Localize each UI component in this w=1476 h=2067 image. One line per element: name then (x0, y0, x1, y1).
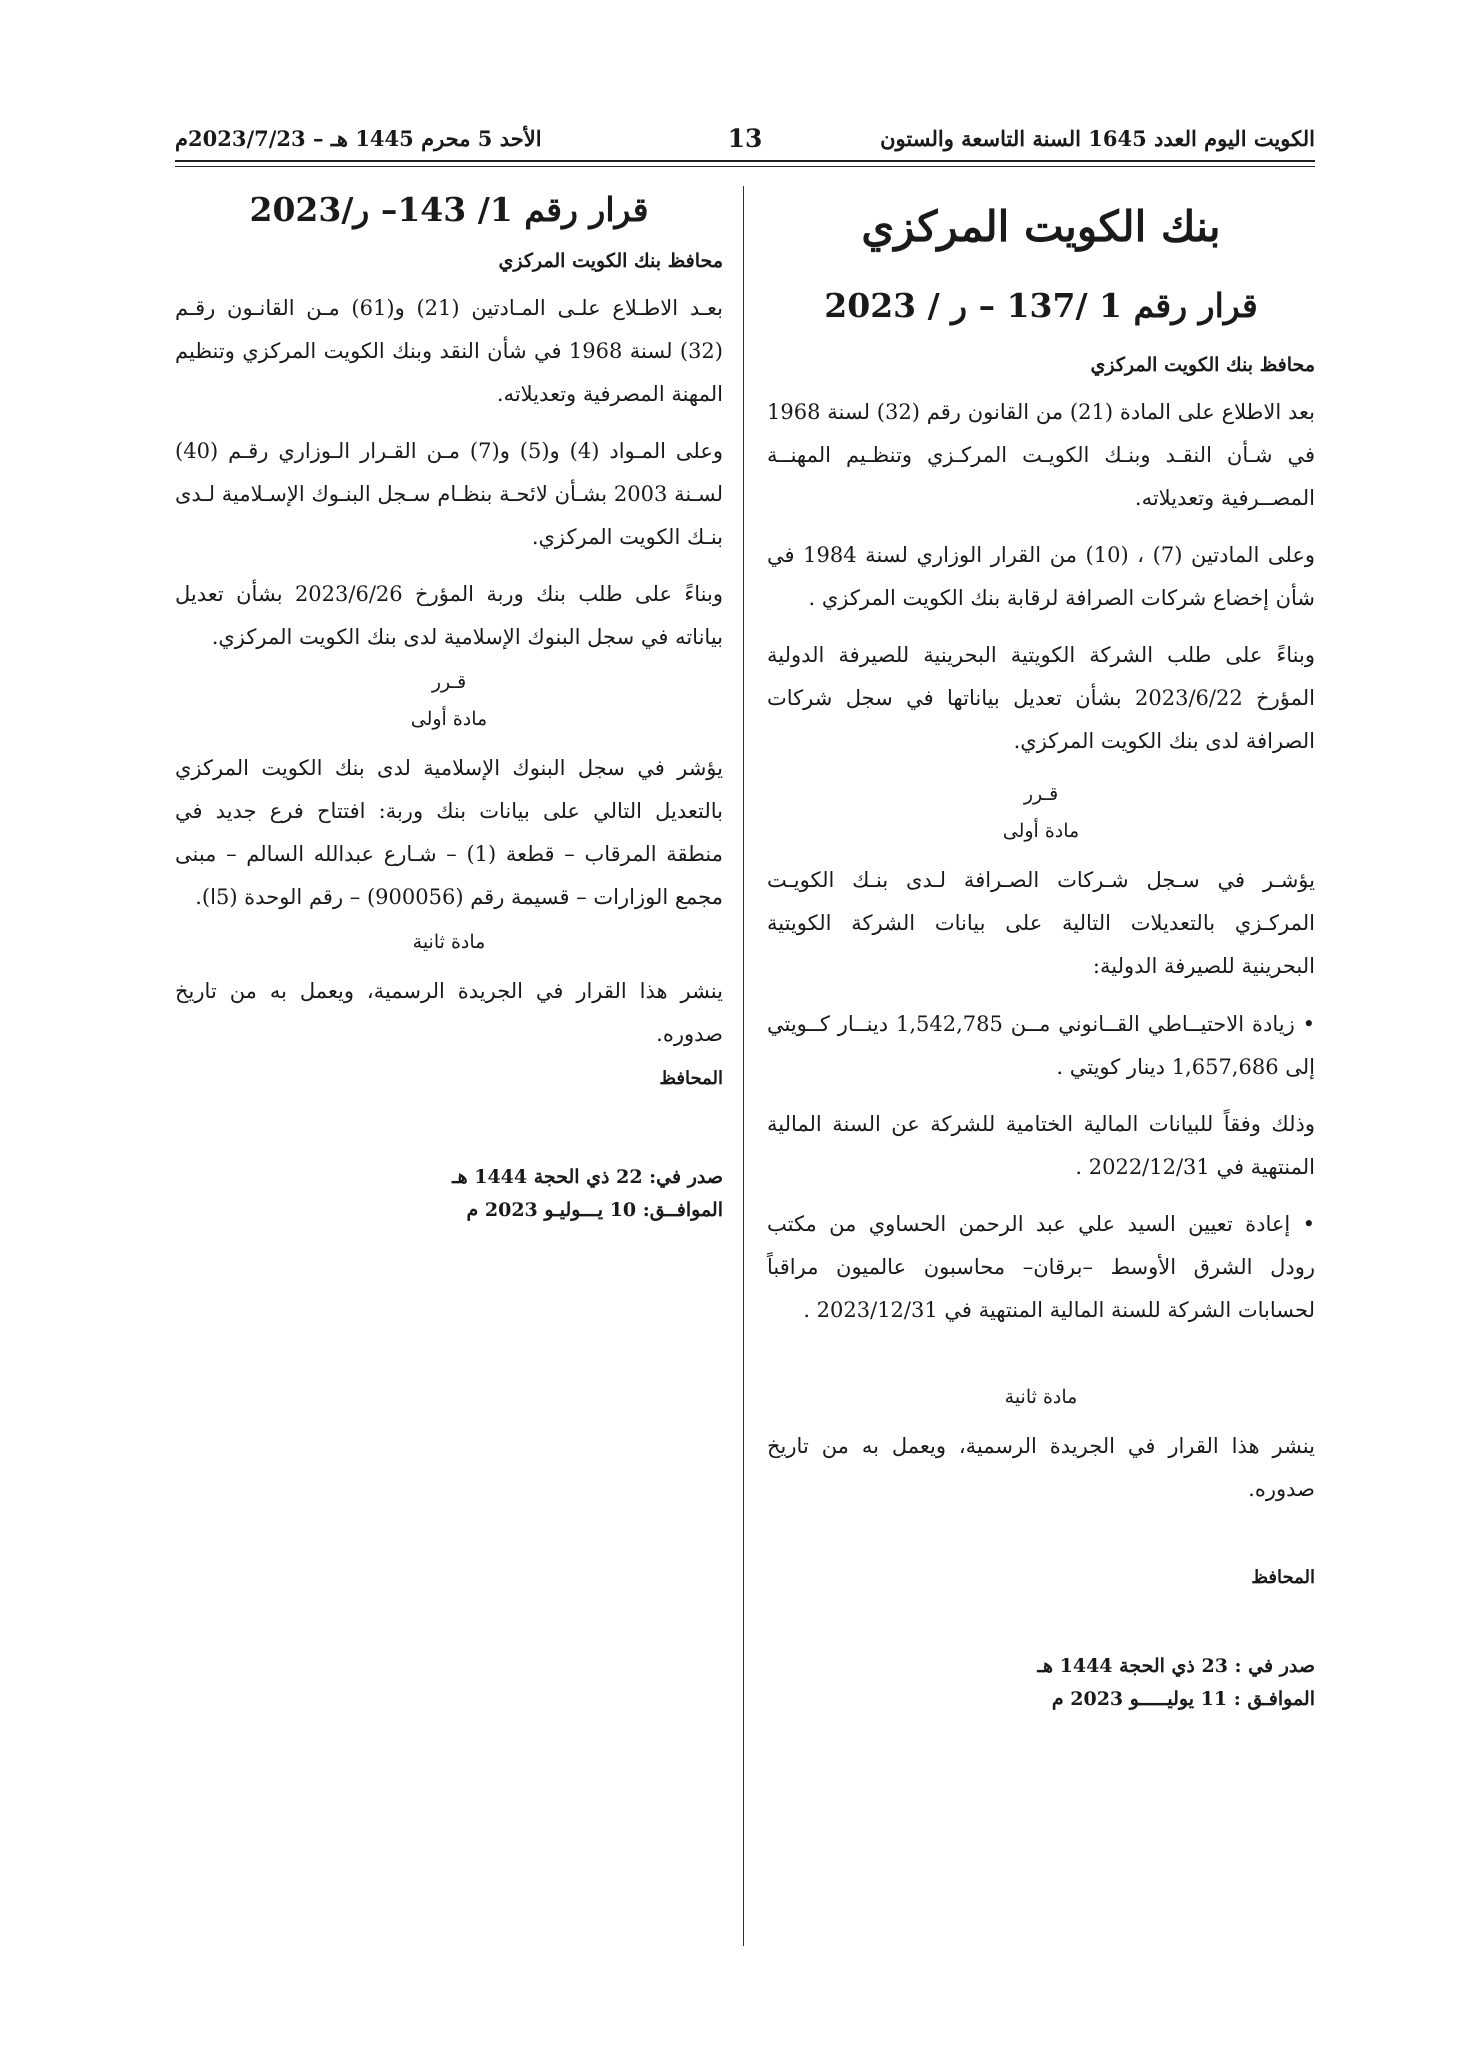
decision-137-bullet-1: • زيادة الاحتيــاطي القــانوني مــن 1,542,785 دينــار كــويتي إلى 1,657,686 دينار كويتي . (767, 1011, 1315, 1079)
decision-143-preamble-2: وعلى المـواد (4) و(5) و(7) مـن القـرار الـوزاري رقـم (40) لسـنة 2003 بشـأن لائحـة بنظـام سـجل البنـوك الإسـلامية لـدى بنـك الكويت المركزي. (175, 438, 723, 549)
decision-137-preamble-1: بعد الاطلاع على المادة (21) من القانون رقم (32) لسنة 1968 في شـأن النقـد وبنـك الكويـت المركـزي وتنظـيم المهنــة المصــرفية وتعديلاته. (767, 399, 1315, 511)
decision-137-issued-on: صدر في : 23 ذي الحجة 1444 هـ (1037, 1654, 1315, 1677)
decision-143-preamble-1: بعـد الاطـلاع علـى المـادتين (21) و(61) مـن القانـون رقـم (32) لسنة 1968 في شأن النقد وبنك الكويت المركزي وتنظيم المهنة المصرفية وتعديلاته. (175, 295, 724, 406)
decision-143-signer: المحافظ (659, 1068, 723, 1090)
decision-143-dates (175, 1168, 723, 1220)
decision-143-article-one-heading: مادة أولى (410, 707, 488, 730)
decision-143-decided: قـرر (431, 670, 467, 693)
decision-143-issuer: محافظ بنك الكويت المركزي (498, 249, 723, 272)
page-header (175, 118, 1315, 158)
decision-137-preamble-2: وعلى المادتين (7) ، (10) من القرار الوزاري لسنة 1984 في شأن إخضاع شركات الصرافة لرقابة بنك الكويت المركزي . (767, 543, 1315, 611)
decision-137-decided: قـرر (1023, 783, 1059, 806)
decision-137-bullet-2: • إعادة تعيين السيد علي عبد الرحمن الحساوي من مكتب رودل الشرق الأوسط –برقان– محاسبون عالميون مراقباً لحسابات الشركة للسنة المالية المنتهية في 2023/12/31 . (767, 1211, 1315, 1322)
decision-137-title: قرار رقم 1 /137 – ر / 2023 (824, 286, 1258, 326)
decision-137-bullet-basis: وذلك وفقاً للبيانات المالية الختامية للشركة عن السنة المالية المنتهية في 2022/12/31 . (767, 1111, 1315, 1179)
decision-137-issuer: محافظ بنك الكويت المركزي (1090, 353, 1315, 376)
decision-143-preamble-3: وبناءً على طلب بنك وربة المؤرخ 2023/6/26 بشأن تعديل بياناته في سجل البنوك الإسلامية لدى بنك الكويت المركزي. (175, 581, 724, 649)
decision-143-title: قرار رقم 1/ 143– ر/2023 (249, 190, 649, 229)
decision-137-preamble-3: وبناءً على طلب الشركة الكويتية البحرينية للصيرفة الدولية المؤرخ 2023/6/22 بشأن تعديل بياناتها في سجل شركات الصرافة لدى بنك الكويت المركزي. (767, 643, 1315, 754)
decision-137-article-one-text: يؤشـر في سـجل شـركات الصـرافة لـدى بنـك الكويـت المركـزي بالتعديلات التالية على بيانات الشركة الكويتية البحرينية للصيرفة الدولية: (767, 868, 1315, 979)
page-number: 13 (727, 123, 763, 153)
decision-137-article-two-heading: مادة ثانية (1004, 1385, 1078, 1408)
decision-137-dates (767, 1654, 1315, 1710)
column-divider (743, 186, 744, 1946)
decision-143-corresponding: الموافــق: 10 يـــوليـو 2023 م (466, 1199, 723, 1222)
decision-137-article-one-heading: مادة أولى (1002, 820, 1080, 843)
decision-143-issued-on: صدر في: 22 ذي الحجة 1444 هـ (452, 1166, 723, 1189)
decision-137-article-two-text: ينشر هذا القرار في الجريدة الرسمية، ويعمل به من تاريخ صدوره. (767, 1433, 1315, 1501)
decision-143-article-two-text: ينشر هذا القرار في الجريدة الرسمية، ويعمل به من تاريخ صدوره. (175, 979, 723, 1047)
decision-143-article-one-text: يؤشر في سجل البنوك الإسلامية لدى بنك الكويت المركزي بالتعديل التالي على بيانات بنك وربة: افتتاح فرع جديد في منطقة المرقاب – قطعة (1) – شـارع عبدالله السالم – مبنى مجمع الوزارات – قسيمة رقم (900056) – رقم الوحدة (5ا). (175, 755, 723, 910)
header-rule-top (175, 160, 1315, 162)
header-rule-bottom (175, 166, 1315, 167)
issue-date: الأحد 5 محرم 1445 هـ – 2023/7/23م (175, 125, 542, 151)
decision-143-column (175, 190, 723, 1234)
gazette-info: الكويت اليوم العدد 1645 السنة التاسعة والستون (880, 125, 1315, 151)
decision-143-article-two-heading: مادة ثانية (412, 931, 486, 954)
decision-137-corresponding: الموافـق : 11 يوليـــــو 2023 م (1051, 1687, 1315, 1710)
bank-title: بنك الكويت المركزي (861, 202, 1221, 251)
decision-137-column (767, 190, 1315, 1723)
decision-137-signer: المحافظ (1251, 1566, 1315, 1588)
